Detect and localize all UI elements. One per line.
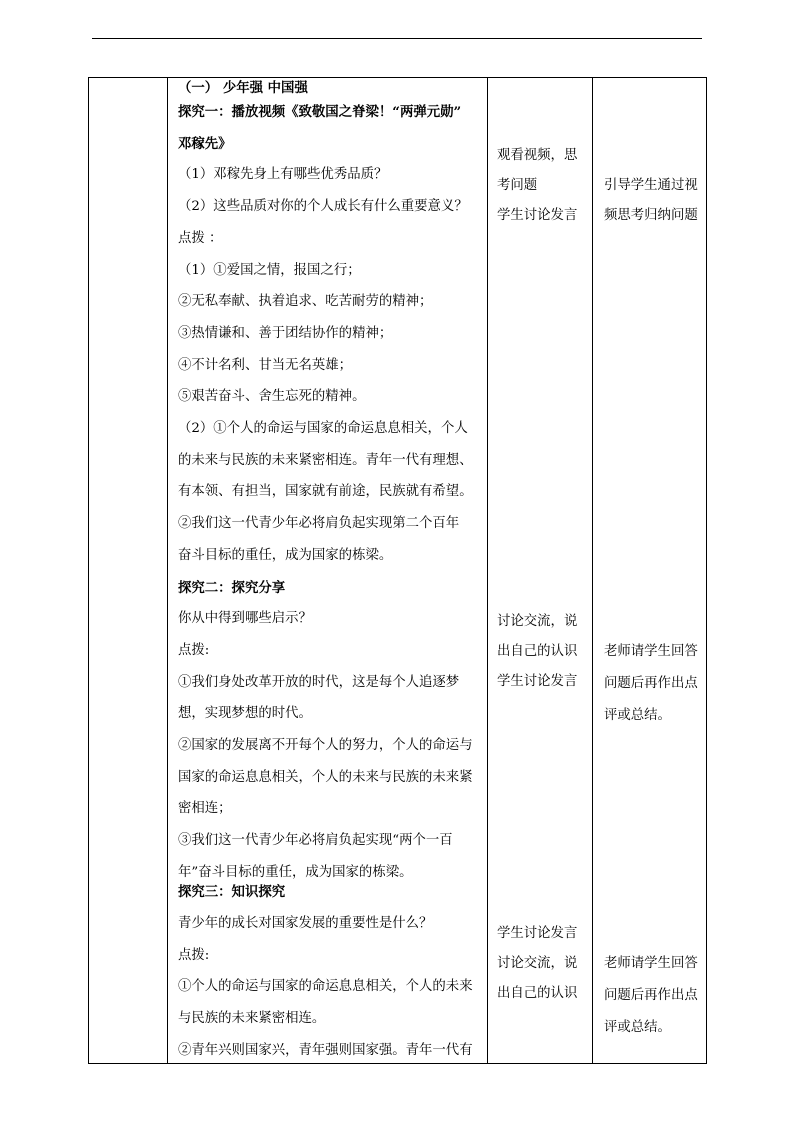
question-line: （1）邓稼先身上有哪些优秀品质？ [178, 167, 388, 182]
answer-line: 国家的命运息息相关，个人的未来与民族的未来紧 [178, 770, 473, 785]
inquiry-heading: 邓稼先》 [178, 136, 232, 152]
hint-label: 点拨 ： [178, 231, 223, 246]
answer-line: ②无私奉献、执着追求、吃苦耐劳的精神； [178, 294, 433, 309]
column-divider [167, 78, 168, 1063]
hint-label: 点拨: [178, 948, 210, 963]
answer-line: 奋斗目标的重任，成为国家的栋梁。 [178, 548, 393, 563]
student-activity-line: 学生讨论发言 [497, 674, 578, 689]
answer-line: 密相连； [178, 801, 232, 816]
answer-line: ③我们这一代青少年必将肩负起实现“两个一百 [178, 833, 453, 848]
answer-line: ⑤艰苦奋斗、舍生忘死的精神。 [178, 389, 366, 404]
section-heading: （一） 少年强 中国强 [178, 80, 308, 96]
inquiry-heading: 探究一：播放视频《致敬国之脊梁！“两弹元勋” [178, 104, 462, 120]
answer-line: （1）①爱国之情，报国之行； [178, 263, 361, 278]
answer-line: （2）①个人的命运与国家的命运息息相关，个人 [178, 421, 468, 436]
inquiry-heading: 探究二：探究分享 [178, 580, 286, 596]
lesson-table [88, 77, 707, 1064]
answer-line: ④不计名利、甘当无名英雄； [178, 358, 353, 373]
teacher-note-line: 评或总结。 [604, 1020, 671, 1035]
answer-line: 的未来与民族的未来紧密相连。青年一代有理想、 [178, 453, 473, 468]
answer-line: ①个人的命运与国家的命运息息相关，个人的未来 [178, 979, 473, 994]
answer-line: 年”奋斗目标的重任，成为国家的栋梁。 [178, 865, 413, 880]
student-activity-line: 讨论交流，说 [497, 956, 578, 971]
answer-line: ③热情谦和、善于团结协作的精神； [178, 326, 393, 341]
answer-line: 与民族的未来紧密相连。 [178, 1011, 326, 1026]
teacher-note-line: 评或总结。 [604, 708, 671, 723]
hint-label: 点拨: [178, 643, 210, 658]
student-activity-line: 考问题 [497, 178, 538, 193]
student-activity-line: 出自己的认识 [497, 644, 578, 659]
question-line: 青少年的成长对国家发展的重要性是什么？ [178, 916, 433, 931]
answer-line: 有本领、有担当，国家就有前途，民族就有希望。 [178, 484, 473, 499]
teaching-content-column [173, 78, 485, 1063]
teacher-note-line: 频思考归纳问题 [604, 208, 698, 223]
student-activity-line: 出自己的认识 [497, 986, 578, 1001]
inquiry-heading: 探究三：知识探究 [178, 884, 286, 900]
teacher-note-line: 引导学生通过视 [604, 178, 698, 193]
answer-line: ②国家的发展离不开每个人的努力，个人的命运与 [178, 738, 473, 753]
question-line: 你从中得到哪些启示？ [178, 611, 312, 626]
answer-line: ①我们身处改革开放的时代，这是每个人追逐梦 [178, 675, 460, 690]
column-divider [592, 78, 593, 1063]
student-activity-line: 学生讨论发言 [497, 208, 578, 223]
question-line: （2）这些品质对你的个人成长有什么重要意义？ [178, 199, 468, 214]
teacher-note-line: 老师请学生回答 [604, 644, 698, 659]
teacher-note-line: 问题后再作出点 [604, 988, 698, 1003]
teacher-note-line: 老师请学生回答 [604, 956, 698, 971]
student-activity-line: 讨论交流，说 [497, 614, 578, 629]
student-activity-line: 学生讨论发言 [497, 926, 578, 941]
design-intent-column [597, 78, 707, 1063]
answer-line: ②我们这一代青少年必将肩负起实现第二个百年 [178, 516, 460, 531]
student-activity-column [492, 78, 592, 1063]
column-divider [487, 78, 488, 1063]
answer-line: 想，实现梦想的时代。 [178, 706, 312, 721]
header-rule [92, 38, 702, 39]
student-activity-line: 观看视频，思 [497, 148, 578, 163]
teacher-note-line: 问题后再作出点 [604, 676, 698, 691]
answer-line: ②青年兴则国家兴，青年强则国家强。青年一代有 [178, 1043, 473, 1058]
